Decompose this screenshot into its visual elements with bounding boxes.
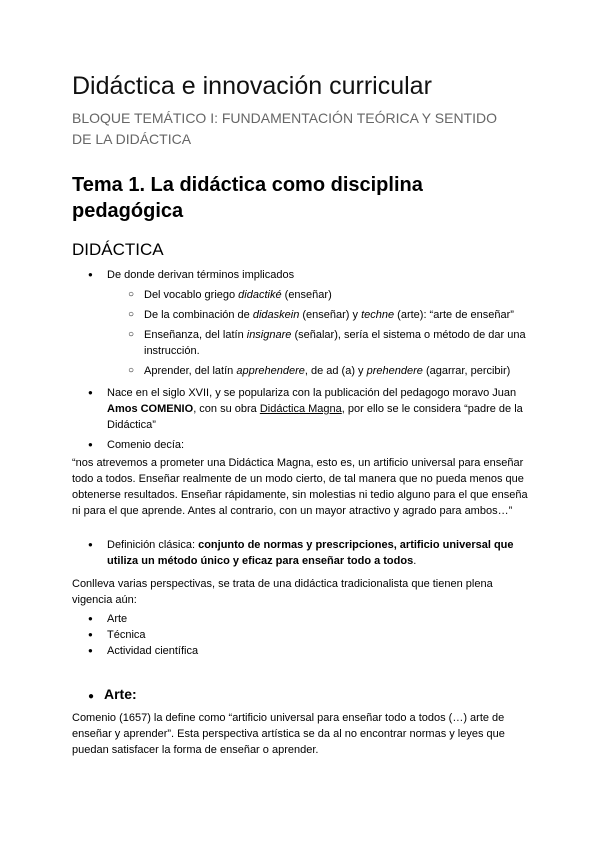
list-item-terminos: ● De donde derivan términos implicados [72, 267, 528, 283]
sublist-item-combinacion: ○ De la combinación de didaskein (enseñar) y techne (arte): “arte de enseñar” [72, 307, 528, 323]
definition-list [72, 537, 528, 569]
didactica-magna-link[interactable]: Didáctica Magna [259, 403, 342, 415]
main-list [72, 267, 528, 453]
arte-heading: ● Arte: [72, 684, 137, 707]
arte-paragraph: Comenio (1657) la define como “artificio universal para enseñar todo a todos (…) arte de enseñar y aprender”. Esta perspectiva artística se da al no encontrar normas y leyes que puedan satisfacer la forma de enseñar o aprender. [72, 712, 505, 756]
list-item-definicion: ● Definición clásica: conjunto de normas y prescripciones, artificio universal que utiliza un método único y eficaz para enseñar todo a todos. [72, 537, 528, 569]
list-item-tecnica: ● Técnica [72, 627, 528, 643]
list-item-actividad: ● Actividad científica [72, 643, 528, 659]
sublist-item-aprender: ○ Aprender, del latín apprehendere, de ad (a) y prehendere (agarrar, percibir) [72, 363, 528, 379]
document-title: Didáctica e innovación curricular [72, 72, 432, 100]
sublist-item-griego: ○ Del vocablo griego didactiké (enseñar) [72, 287, 528, 303]
perspectives-list [72, 611, 528, 659]
list-item-comenio: ● Comenio decía: [72, 437, 528, 453]
tema-heading: Tema 1. La didáctica como disciplina pedagógica [72, 174, 423, 222]
sublist-item-ensenanza: ○ Enseñanza, del latín insignare (señalar), sería el sistema o método de dar una instrucción. [72, 327, 528, 359]
list-item-arte: ● Arte [72, 611, 528, 627]
document-subtitle: BLOQUE TEMÁTICO I: FUNDAMENTACIÓN TEÓRICA Y SENTIDO DE LA DIDÁCTICA [72, 110, 497, 147]
list-item-nace: ● Nace en el siglo XVII, y se populariza con la publicación del pedagogo moravo Juan Amos COMENIO, con su obra Didáctica Magna, por ello se le considera “padre de la Didáctica” [72, 385, 528, 433]
bullet-icon: ● [88, 691, 95, 702]
quote-paragraph: “nos atrevemos a prometer una Didáctica Magna, esto es, un artificio universal para enseñar todo a todos. Enseñar realmente de un modo cierto, de tal manera que no pueda menos que obtenerse resultados. Enseñar rápidamente, sin molestias ni tedio alguno para el que enseña ni para el que aprende. Antes al contrario, con un mayor atractivo y agrado para ambos…” [72, 457, 528, 517]
conlleva-paragraph: Conlleva varias perspectivas, se trata de una didáctica tradicionalista que tienen plena vigencia aún: [72, 578, 493, 606]
section-heading: DIDÁCTICA [72, 240, 164, 259]
